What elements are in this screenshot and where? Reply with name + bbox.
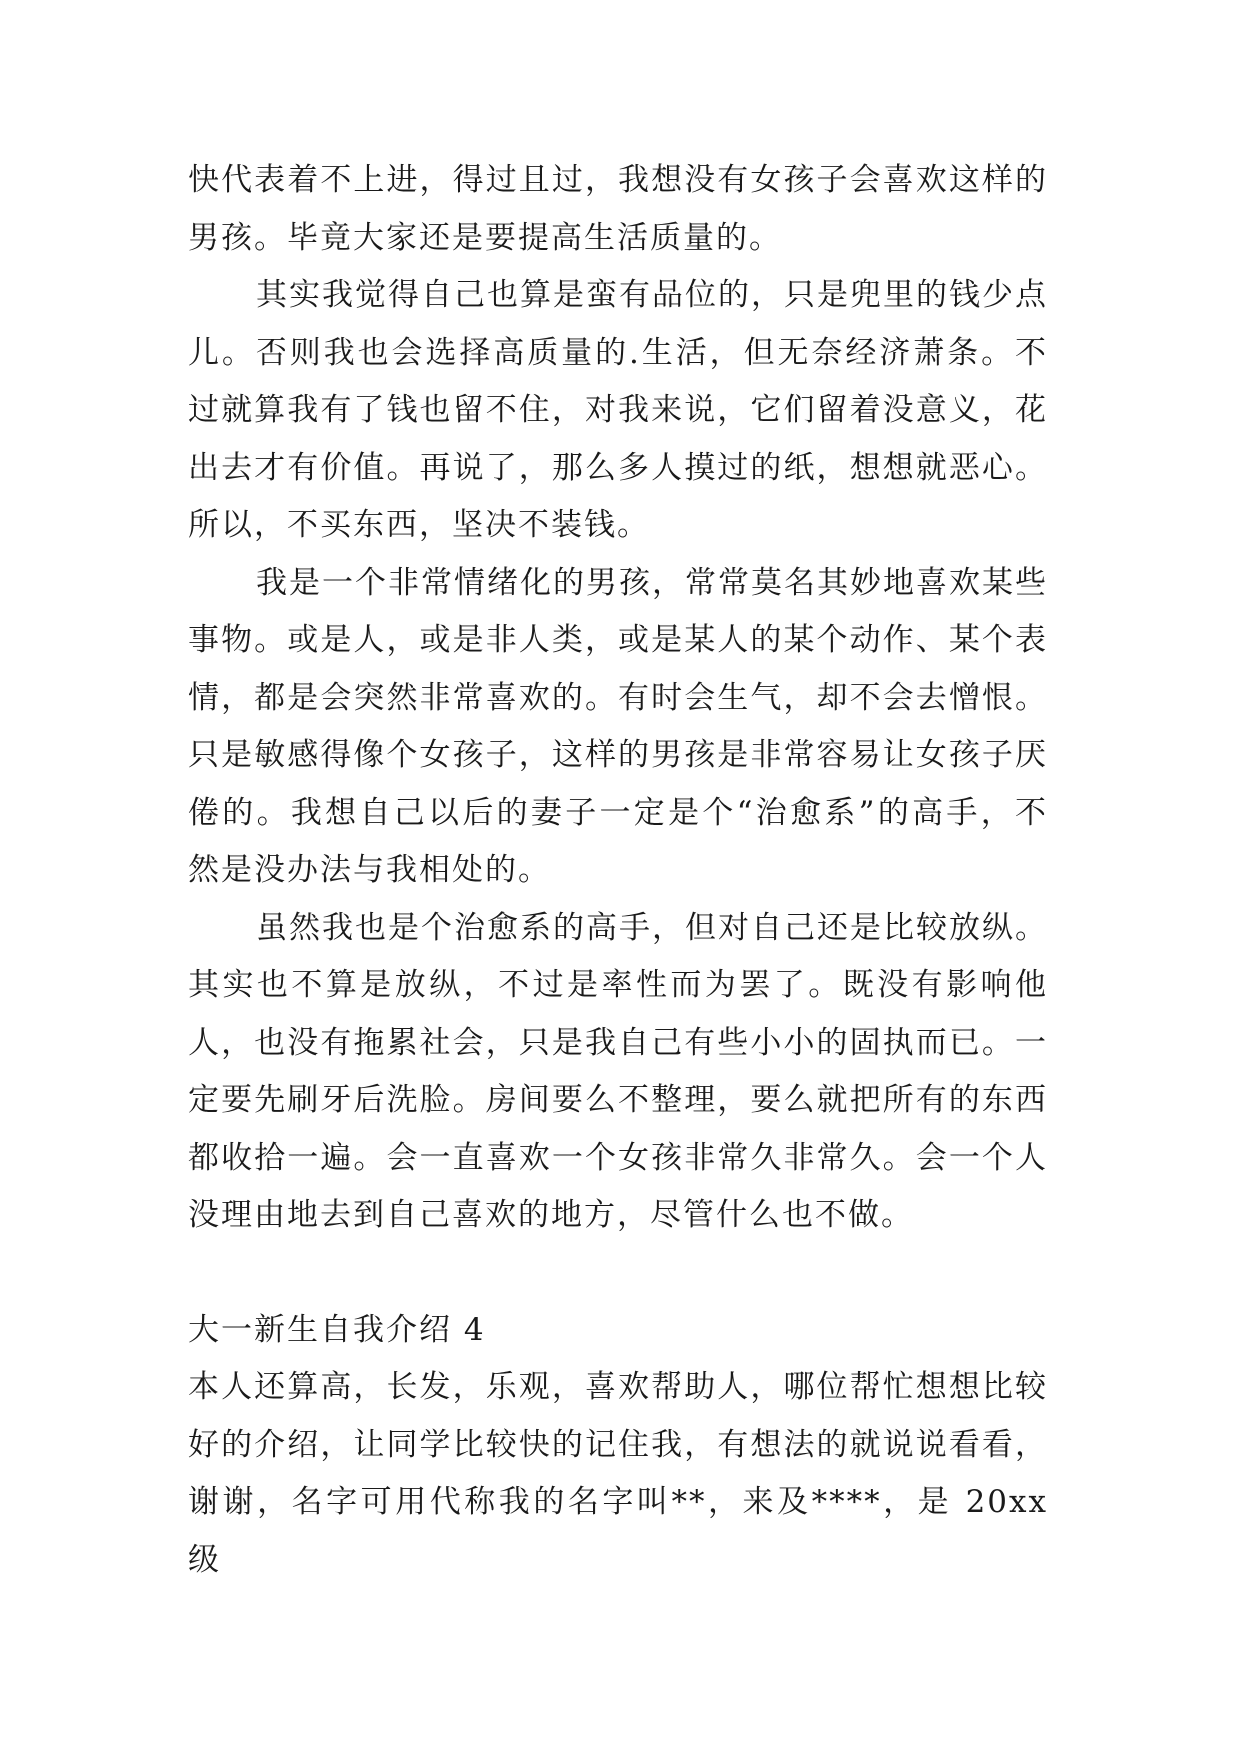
paragraph-3: 我是一个非常情绪化的男孩，常常莫名其妙地喜欢某些事物。或是人，或是非人类，或是某人的某个动作、某个表情，都是会突然非常喜欢的。有时会生气，却不会去憎恨。只是敏感得像个女孩子，这样的男孩是非常容易让女孩子厌倦的。我想自己以后的妻子一定是个“治愈系”的高手，不然是没办法与我相处的。 xyxy=(188,564,1048,888)
section-paragraph: 本人还算高，长发，乐观，喜欢帮助人，哪位帮忙想想比较好的介绍，让同学比较快的记住我，有想法的就说说看看，谢谢，名字可用代称我的名字叫**，来及****，是 20xx 级 xyxy=(188,1369,1048,1578)
paragraph-4: 虽然我也是个治愈系的高手，但对自己还是比较放纵。其实也不算是放纵，不过是率性而为罢了。既没有影响他人，也没有拖累社会，只是我自己有些小小的固执而已。一定要先刷牙后洗脸。房间要么不整理，要么就把所有的东西都收拾一遍。会一直喜欢一个女孩非常久非常久。会一个人没理由地去到自己喜欢的地方，尽管什么也不做。 xyxy=(188,909,1048,1233)
document-body xyxy=(188,152,1048,1589)
paragraph-2: 其实我觉得自己也算是蛮有品位的，只是兜里的钱少点儿。否则我也会选择高质量的.生活，但无奈经济萧条。不过就算我有了钱也留不住，对我来说，它们留着没意义，花出去才有价值。再说了，那么多人摸过的纸，想想就恶心。所以，不买东西，坚决不装钱。 xyxy=(188,277,1048,543)
section-title: 大一新生自我介绍 4 xyxy=(188,1311,486,1348)
paragraph-1: 快代表着不上进，得过且过，我想没有女孩子会喜欢这样的男孩。毕竟大家还是要提高生活质量的。 xyxy=(188,162,1048,256)
